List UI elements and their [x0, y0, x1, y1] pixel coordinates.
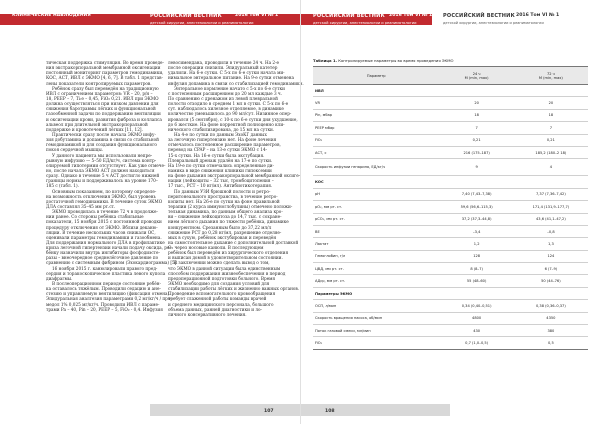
text-line: с постепенным расширением до 20 мл каждые 3 ч.	[168, 90, 283, 96]
table-row	[313, 146, 588, 158]
text-line: достаточной гемодинамики. В течение суток ЭКМО	[46, 198, 163, 204]
parameter-cell: ЦВД, мм рт. ст.	[313, 263, 440, 275]
text-line: стезию и управляемую вентиляцию (фиксация отмена).	[46, 291, 171, 297]
parameter-cell: Параметры ЭКМО	[313, 287, 440, 299]
text-line: На 4-е по сутки по данным ЭхоКГ данных	[174, 131, 267, 137]
value-72h-cell: 6 (7–9)	[514, 263, 588, 275]
text-line: сравнению с системным фибрином (Эхокардиограмма) [5].	[46, 260, 178, 266]
text-line: отмечалось постепенное расширение параметров,	[168, 142, 281, 148]
text-line: снижение РСТ до 0,28 нг/мл, разрешение отделяе-	[168, 229, 282, 235]
text-line: перитонеального пространства, в течение ретро-	[168, 193, 278, 199]
text-line: Эпидуральная аналгезия параметрами 0,2 мг/кг/ч / про-	[46, 296, 172, 302]
table-row	[313, 312, 588, 324]
value-72h-cell: 0,38 (0,36–0,37)	[514, 300, 588, 312]
right-page	[300, 0, 600, 424]
text-line: ДЛА составлял 35–45 мм рт.ст.	[46, 203, 116, 209]
value-72h-cell: 124	[514, 250, 588, 262]
text-line: терапии (2 курса иммуноглобулины) отмечено положи-	[168, 203, 293, 209]
text-line: показатели, 15 ноября 2015 с постоянной проводки	[46, 219, 162, 225]
value-72h-cell: 0,21	[514, 134, 588, 146]
text-line: границы нормы и поддерживалось на уровне 170–	[46, 178, 158, 184]
table-row	[313, 300, 588, 312]
parameter-cell: VR	[313, 97, 440, 109]
text-line: тельная динамика, по данным общего анализа кро-	[168, 209, 283, 215]
text-line: конкурентном. Срезанным было до 37,22 мл/л	[168, 224, 272, 230]
table-row	[313, 287, 588, 299]
value-72h-cell: –0,8	[514, 225, 588, 237]
value-72h-cell	[514, 85, 588, 97]
text-line: и среднего медицинского персонала, большого	[168, 301, 274, 307]
text-line: ка оставалось тяжёлым. Проводили седацию и ане-	[46, 286, 161, 292]
value-72h-cell	[514, 176, 588, 188]
value-72h-cell	[514, 287, 588, 299]
text-line: требует слаженной работы команды врачей	[168, 296, 267, 302]
value-24h-cell: 1,2	[440, 238, 514, 250]
parameter-cell: АДср, мм рт. ст.	[313, 275, 440, 287]
text-line: бёнку назначили внутрь ингибиторы фосфодиэсте-	[46, 250, 160, 256]
parameter-cell: Pin, мбар	[313, 109, 440, 121]
text-line: 18, PEEP – 7, Ti:e – 0,45, FiO₂ 0,21. ИВЛ при ЭКМО	[46, 95, 159, 101]
value-72h-cell: 50 (44–76)	[514, 275, 588, 287]
value-72h-cell: 20	[514, 97, 588, 109]
text-line: нием лёгкого дыхания по тяжести ребёнка, динамике	[168, 219, 289, 225]
text-line: 16 ноября 2015 г. канюлировали правого пред-	[52, 265, 158, 271]
table-row	[313, 275, 588, 287]
text-line: на возможность отключения ЭКМО, был уровень	[46, 193, 156, 199]
volume-label-alt: 2016 Том VI № 1	[516, 13, 560, 18]
value-72h-cell: 4350	[514, 312, 588, 324]
text-line: рывную инфузию — 5–50 ЕД/кг/ч, система контр-	[46, 157, 157, 163]
text-line: 185 с (табл. 1).	[46, 183, 79, 189]
text-line: покоя сердечной мышцы.	[46, 147, 104, 153]
parameter-cell: PEEP мбар	[313, 122, 440, 134]
parameter-cell: Лактат	[313, 238, 440, 250]
parameter-cell: Гемоглобин, г/л	[313, 250, 440, 262]
table-row	[313, 134, 588, 146]
text-line: ЭКМО необходимо для создания условий для	[168, 281, 270, 287]
text-line: нации (лейкоциты – 32 тыс, тромбоцитопения –	[168, 178, 274, 184]
text-line: ляции. В течение нескольких часов снижали ОС,	[46, 229, 156, 235]
text-line: ЭКМО проводилась в течение 72 ч в продолже-	[52, 209, 158, 215]
text-line: стабилизации работы лёгких и жизненно важных органов.	[168, 286, 300, 292]
parameters-table	[313, 66, 588, 350]
value-24h-cell: 7,40 (7,43–7,38)	[440, 188, 514, 200]
text-line: снижения баротравмы лёгких и функциональной	[46, 106, 156, 112]
text-line: медол 1% 0,025 мг/кг/ч. Проводили ИВЛ с параме-	[46, 301, 160, 307]
table-row	[313, 201, 588, 213]
text-line: предоперационной подготовки больного. Время	[168, 275, 276, 281]
text-line: что ЭКМО в данной ситуации была единственным	[168, 265, 281, 271]
text-line: до 6 жесткие. На фоне корректной полноценно кли-	[168, 121, 285, 127]
text-line: копиты нет. На 26-е по сутки на фоне правильной	[168, 198, 280, 204]
text-line: Проведение вспомогательного кровообращения	[168, 291, 276, 297]
right-page-header	[301, 0, 600, 30]
text-column-2	[168, 60, 304, 317]
text-line: По данным УЗИ брюшной полости и ретро-	[174, 188, 271, 194]
text-line: Плевральный дренаж удалён на 17-е по сутки.	[168, 157, 273, 163]
text-line: гемодинамикой и для создания функционального	[46, 142, 157, 148]
volume-label: 2016 Том VI № 1	[389, 13, 433, 18]
text-column-1	[46, 60, 178, 312]
journal-title-alt: РОССИЙСКИЙ ВЕСТНИК	[443, 13, 515, 19]
value-24h-cell: 7	[440, 122, 514, 134]
value-24h-cell	[440, 85, 514, 97]
text-line: 17 тыс., РСТ – 10 нг/мл). Антибиотикотерапия.	[168, 183, 273, 189]
value-24h-cell	[440, 287, 514, 299]
value-72h-cell: 7	[514, 122, 588, 134]
value-24h-cell: 0,21	[440, 134, 514, 146]
text-line: ировался (5 сентября), с 10-х по 6-е сутки дня ухудшение,	[168, 116, 298, 122]
table-row	[313, 238, 588, 250]
text-line: левосимендана, проводили в течение 24 ч. На 2-е	[168, 60, 279, 65]
text-line: Ребёнок сразу был переведён на традиционную	[52, 85, 159, 91]
text-line: нического стабилизирована, до 15 мл на сутки.	[168, 126, 275, 132]
value-24h-cell: 8 (8–7)	[440, 263, 514, 275]
text-line: трами Pa – 40, Pin – 20, PEEP – 5, FiO₂ - 0,4. Инфузия	[46, 306, 163, 312]
text-line: оценивали параметры гемодинамики и газообмена.	[46, 234, 162, 240]
text-line: за легочную гипертензию нет. На фоне лечения	[168, 137, 277, 143]
table-row	[313, 188, 588, 200]
value-24h-cell: 55 (48–60)	[440, 275, 514, 287]
value-24h-cell: 216 (175–187)	[440, 146, 514, 158]
table-title	[313, 58, 453, 63]
text-line: намика в виде снижения клиники гипоксемии	[168, 167, 272, 173]
value-24h-cell: 59,6 (56,6–115,3)	[440, 201, 514, 213]
text-line: перевод на CPAP – на 13-е сутки ЭКМО с 14-	[168, 147, 268, 153]
value-24h-cell: 0,7 (1,0–0,5)	[440, 337, 514, 349]
value-24h-cell: 4800	[440, 312, 514, 324]
value-72h-cell: 185,2 (180–2 18)	[514, 146, 588, 158]
text-line: По сравнению с дренажом из левой плевральной	[168, 95, 278, 101]
value-72h-cell: 171,4 (131,9–177,7)	[514, 201, 588, 213]
parameter-cell: Скорость вращения насоса, об/мин	[313, 312, 440, 324]
text-line: удалили. На 6-е сутки. С 5-х по 6-е сутки начата ми-	[168, 70, 285, 76]
text-line: Практически сразу после начала ЭКМО инфу-	[52, 131, 156, 137]
table-row	[313, 159, 588, 176]
value-24h-cell: 0,34 (0,40–0,51)	[440, 300, 514, 312]
table-number: Таблица 1.	[313, 58, 338, 63]
text-line: на фоне дыхания экстракорпоральной мембранной оксиге-	[168, 173, 301, 179]
text-line: постоянный мониторинг параметров гемодинамики,	[46, 70, 164, 76]
parameter-cell: BE	[313, 225, 440, 237]
text-line: на самостоятельное дыхание с дополнительной доставкой	[168, 239, 299, 245]
text-line: личного консервативного лечения.	[168, 311, 247, 317]
text-line: Основным показанием, по которому определе-	[52, 188, 157, 194]
value-24h-cell: 18	[440, 109, 514, 121]
text-line: О₂ через носовые канюли. В последующем	[168, 245, 264, 251]
text-line: КОС, АСТ, ИВЛ с ЭКМО [4, 6, 7]. В табл. 1 представ-	[46, 75, 163, 81]
table-caption: Контролируемые параметры во время проведения ЭКМО	[338, 58, 454, 63]
volume-label: 2016 Том VI № 1	[235, 13, 279, 18]
text-line: криза легочной гипертензии начали подачу оксида, ре-	[46, 245, 171, 251]
text-line: после операции снизили. Эпидуральный катетер	[168, 65, 278, 71]
text-line: должна осуществляться при низком давлении для	[46, 101, 159, 107]
table-row	[313, 337, 588, 349]
text-line: сразу. Однако в течение 5 ч АСТ достигло нижней	[46, 173, 160, 179]
text-line: В заключении можно сделать вывод о том,	[174, 260, 270, 266]
parameter-cell: pO₂, мм рт. ст.	[313, 201, 440, 213]
table-row	[313, 263, 588, 275]
value-24h-cell: 20	[440, 97, 514, 109]
page-number: 108	[325, 409, 335, 414]
table-row	[313, 97, 588, 109]
text-line: зия добутамина и допамина в связи со стабильной	[46, 137, 159, 143]
text-line: диафрагмы.	[46, 275, 73, 281]
parameter-cell: Скорость инфузии гепарина, ЕД/кг/ч	[313, 159, 440, 176]
text-line: количество уменьшилось до 90 мл/сут. Низинное опер-	[168, 111, 292, 117]
text-line: тическая поддержка стимуляция. Во время проведе-	[46, 60, 164, 65]
parameter-cell: pH	[313, 188, 440, 200]
parameter-cell: Поток газовой смеси, мл/мин	[313, 325, 440, 337]
header-parameter: Параметр	[313, 67, 440, 85]
table-row	[313, 325, 588, 337]
parameter-cell: FiO₂	[313, 337, 440, 349]
text-line: полости отходило в среднем 1 мл в сутки. С 5-х по 6-е	[168, 101, 289, 107]
text-line: Для поддержания нормального ДЛА в профилактике	[46, 239, 165, 245]
parameter-cell: pCO₂, мм рт. ст.	[313, 213, 440, 225]
text-line: разы – внеочередное среднелёгочное давление по	[46, 255, 159, 261]
journal-subtitle-alt: детской хирургии, анестезиологии и реаниматологии	[443, 21, 544, 25]
text-line: процедуру отключения от ЭКМО. Вблизи деканю-	[46, 224, 158, 230]
value-72h-cell: 4	[514, 159, 588, 176]
value-72h-cell: 43,6 (41,1–47,2)	[514, 213, 588, 225]
text-line: альвеол при длительной экстракорпоральной	[46, 121, 148, 127]
footer-bar	[150, 404, 300, 416]
journal-title: РОССИЙСКИЙ ВЕСТНИК	[150, 13, 222, 19]
value-24h-cell	[440, 176, 514, 188]
parameter-cell: АСТ, с	[313, 146, 440, 158]
text-line: сердия и торакоскопическое пластика левого купола	[46, 270, 166, 276]
table-row	[313, 176, 588, 188]
text-line: ребёнок был переведён из хирургического отделения	[168, 250, 289, 256]
value-72h-cell: 380	[514, 325, 588, 337]
text-line: сут. наблюдалось хилезное отделяемое, в динамике	[168, 106, 284, 112]
parameter-cell: ИВЛ	[313, 85, 440, 97]
parameter-cell: FiO₂	[313, 134, 440, 146]
table-row	[313, 122, 588, 134]
text-line: способом поддержания жизнеобеспечения в период	[168, 270, 286, 276]
text-line: 15-х сутки. На 16-е сутки была экстубация.	[168, 152, 265, 158]
left-page-header	[0, 0, 300, 30]
text-line: ИВЛ с ограничением параметров: VR – 20, p/н –	[46, 90, 153, 96]
parameter-cell: ОСП, л/мин	[313, 300, 440, 312]
text-line: и выписан домой в удовлетворительном состоянии.	[168, 255, 283, 261]
text-line: На 19-е по сутки отмечались определенные ди-	[168, 162, 274, 168]
journal-title: РОССИЙСКИЙ ВЕСТНИК	[313, 13, 385, 19]
header-24h: 24 ч M (min, max)	[440, 67, 514, 85]
table-row	[313, 85, 588, 97]
table-row	[313, 250, 588, 262]
value-24h-cell: 430	[440, 325, 514, 337]
text-line: У данного пациента мы использовали непре-	[52, 152, 153, 158]
value-72h-cell: 0,5	[514, 337, 588, 349]
table-row	[313, 213, 588, 225]
text-line: но, после начала ЭКМО АСТ должен находиться	[46, 167, 155, 173]
value-72h-cell: 18	[514, 109, 588, 121]
table-row	[313, 109, 588, 121]
header-72h: 72 ч M (min, max)	[514, 67, 588, 85]
text-line: газообменной задачи по поддержанию вентиляции	[46, 111, 161, 117]
text-line: ви – снижение лейкоцитоза до 14,7 тыс. с сохране-	[168, 214, 282, 220]
footer-bar	[301, 404, 450, 416]
text-line: и оксигенации крови, развития фиброза и коллапса	[46, 116, 162, 122]
text-line: поддержке и кровотечений лёгких [11, 12].	[46, 126, 143, 132]
text-line: объема данных, ранней диагностики и ло-	[168, 306, 262, 312]
text-line: нимальное энтеральное питание. На 9-е сутки отменена	[168, 75, 295, 81]
table-header-row	[313, 67, 588, 85]
value-24h-cell: 9	[440, 159, 514, 176]
text-line: ния экстракорпоральной мембранной оксигенации	[46, 65, 161, 71]
value-24h-cell: –3,4	[440, 225, 514, 237]
page-number: 107	[264, 409, 274, 414]
value-24h-cell: 128	[440, 250, 514, 262]
text-line: мых в сухую, ребёнок экстубирован и переведён	[168, 234, 277, 240]
parameter-cell: КОС	[313, 176, 440, 188]
text-line: олируемой гипотермии отсутствует. Как уже отмече-	[46, 162, 166, 168]
value-72h-cell: 7,37 (7,36–7,42)	[514, 188, 588, 200]
text-line: лены показатели контролируемых параметров.	[46, 80, 152, 86]
text-line: инфузия допамина в связи со стабилизацией гемодинамики.	[168, 80, 304, 86]
value-24h-cell: 37,2 (37,3–44,8)	[440, 213, 514, 225]
value-72h-cell: 1,3	[514, 238, 588, 250]
text-line: В послеоперационном периоде состояние ребён-	[52, 281, 161, 287]
section-label: КЛИНИЧЕСКИЕ НАБЛЮДЕНИЯ	[12, 13, 91, 18]
text-line: Энтеральное кормление начато с 5-х по 6-е сутки	[174, 85, 285, 91]
text-line: нии ранее. Со стороны ребёнка стабильные	[46, 214, 144, 220]
journal-subtitle: детской хирургии, анестезиологии и реаниматологии	[313, 21, 417, 25]
table-row	[313, 225, 588, 237]
journal-subtitle: детской хирургии, анестезиологии и реаниматологии	[150, 21, 254, 25]
